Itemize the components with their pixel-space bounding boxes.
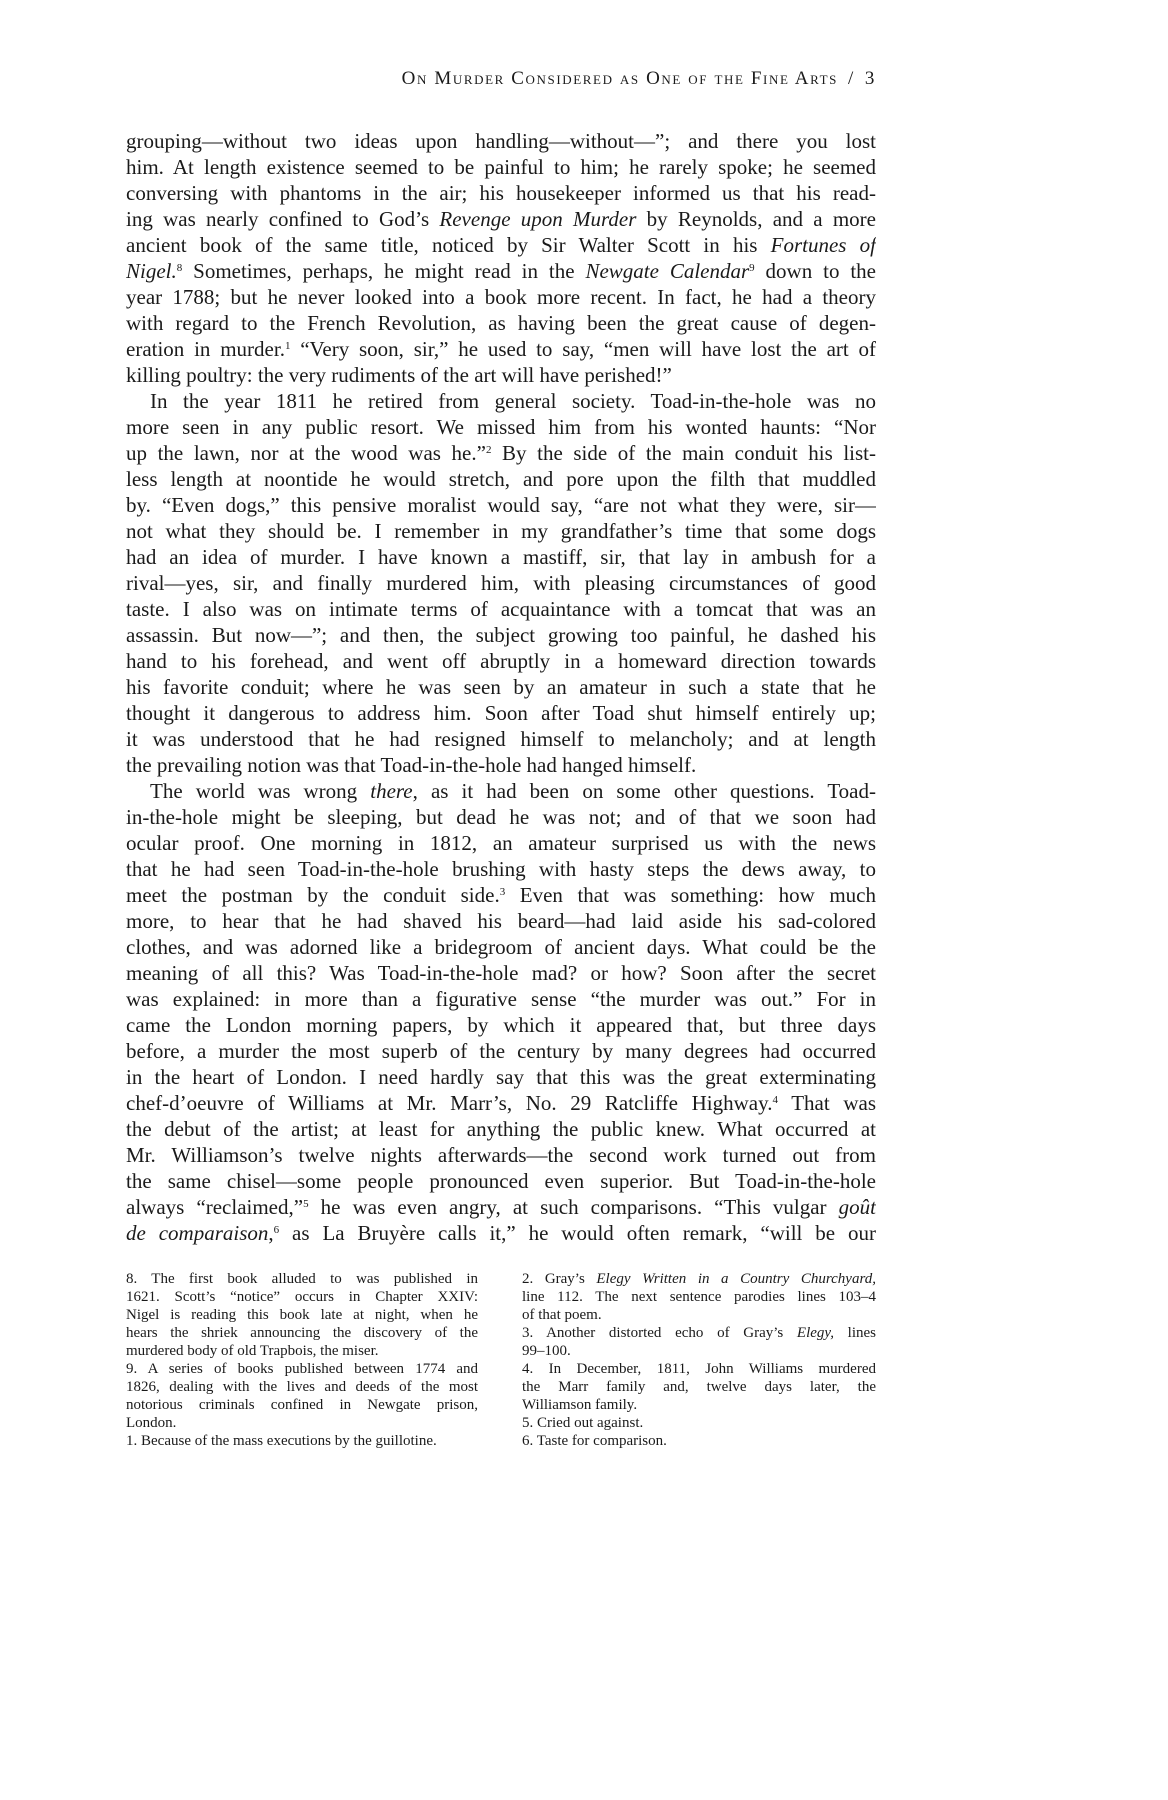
text-line (126, 596, 876, 622)
text-line (126, 284, 876, 310)
italic-text: de comparaison (126, 1221, 269, 1245)
text-run: came the London morning papers, by which it appeared that, but three days (126, 1013, 876, 1037)
footnote-line (522, 1360, 876, 1378)
text-line (126, 1142, 876, 1168)
text-line (126, 778, 876, 804)
text-run: the Marr family and, twelve days later, the (522, 1379, 876, 1395)
text-run: of that poem. (522, 1307, 602, 1323)
text-run: up the lawn, nor at the wood was he.” (126, 441, 486, 465)
text-run: that he had seen Toad-in-the-hole brushing with hasty steps the dews away, to (126, 857, 876, 881)
footnote-reference: 5 (303, 1198, 309, 1210)
text-run: ancient book of the same title, noticed by Sir Walter Scott in his (126, 233, 771, 257)
text-line (126, 648, 876, 674)
text-run: murdered body of old Trapbois, the miser. (126, 1343, 379, 1359)
text-line (126, 388, 876, 414)
footnote-reference: 2 (485, 444, 492, 456)
footnote-line (126, 1360, 478, 1378)
footnote-reference: 1 (284, 340, 291, 352)
text-run: he was even angry, at such comparisons. “This vulgar (308, 1195, 839, 1219)
text-run: Mr. Williamson’s twelve nights afterwards—the second work turned out from (126, 1143, 876, 1167)
italic-text: Elegy, (796, 1325, 834, 1341)
italic-text: Newgate Calendar (585, 259, 750, 283)
footnote-line (126, 1414, 478, 1432)
footnote-line (522, 1324, 876, 1342)
text-line (126, 752, 876, 778)
text-run: before, a murder the most superb of the century by many degrees had occurred (126, 1039, 876, 1063)
text-line (126, 882, 876, 908)
footnote-line (522, 1414, 876, 1432)
text-run: it was understood that he had resigned himself to melancholy; and at length (126, 727, 876, 751)
footnotes-left-column (126, 1270, 478, 1450)
text-run: the prevailing notion was that Toad-in-the-hole had hanged himself. (126, 753, 697, 777)
page-number: 3 (864, 68, 876, 89)
footnote-line (522, 1288, 876, 1306)
text-run: 9. A series of books published between 1774 and (126, 1361, 478, 1377)
footnote-line (126, 1396, 478, 1414)
footnote-line (522, 1378, 876, 1396)
text-run: hears the shriek announcing the discovery of the (126, 1325, 478, 1341)
text-run: in-the-hole might be sleeping, but dead he was not; and of that we soon had (126, 805, 876, 829)
footnote-line (522, 1432, 876, 1450)
text-line (126, 622, 876, 648)
text-line (126, 492, 876, 518)
footnote-reference: 6 (273, 1224, 280, 1236)
text-run: “Very soon, sir,” he used to say, “men will have lost the art of (290, 337, 876, 361)
text-line (126, 700, 876, 726)
text-run: 1. Because of the mass executions by the guillotine. (126, 1433, 437, 1449)
text-run: him. At length existence seemed to be painful to him; he rarely spoke; he seemed (126, 155, 876, 179)
text-run: more, to hear that he had shaved his beard—had laid aside his sad-colored (126, 909, 876, 933)
text-line (126, 1168, 876, 1194)
text-run: Nigel is reading this book late at night, when he (126, 1307, 478, 1323)
text-line (126, 336, 876, 362)
text-run: as La Bruyère calls it,” he would often remark, “will be our (279, 1221, 876, 1245)
text-line (126, 986, 876, 1012)
footnote-reference: 3 (499, 886, 506, 898)
text-line (126, 362, 876, 388)
italic-text: there (370, 779, 413, 803)
text-line (126, 518, 876, 544)
text-line (126, 1038, 876, 1064)
text-line (126, 674, 876, 700)
body-text (126, 128, 876, 1246)
text-line (126, 960, 876, 986)
text-line (126, 440, 876, 466)
text-run: with regard to the French Revolution, as having been the great cause of degen- (126, 311, 876, 335)
running-header (402, 68, 876, 90)
text-run: chef-d’oeuvre of Williams at Mr. Marr’s, No. 29 Ratcliffe Highway. (126, 1091, 773, 1115)
text-run: The world was wrong (150, 779, 371, 803)
text-line (126, 258, 876, 284)
text-line (126, 310, 876, 336)
text-line (126, 1220, 876, 1246)
text-run: 8. The first book alluded to was published in (126, 1271, 478, 1287)
text-run: 5. Cried out against. (522, 1415, 644, 1431)
text-line (126, 206, 876, 232)
text-line (126, 908, 876, 934)
italic-text: Revenge upon Murder (439, 207, 637, 231)
text-run: was explained: in more than a figurative sense “the murder was out.” For in (126, 987, 876, 1011)
text-run: rival—yes, sir, and finally murdered him, with pleasing circumstances of good (126, 571, 876, 595)
footnote-line (126, 1270, 478, 1288)
text-line (126, 180, 876, 206)
running-header-title: On Murder Considered as One of the Fine Arts (401, 68, 838, 89)
header-separator: / (848, 68, 855, 89)
italic-text: Nigel. (126, 259, 177, 283)
text-line (126, 830, 876, 856)
text-run: 1826, dealing with the lives and deeds of the most (126, 1379, 478, 1395)
text-run: by Reynolds, and a more (636, 207, 876, 231)
text-line (126, 1064, 876, 1090)
footnote-line (126, 1288, 478, 1306)
text-line (126, 1116, 876, 1142)
italic-text: Elegy Written in a Country Churchyard, (596, 1271, 876, 1287)
text-run: 6. Taste for comparison. (522, 1433, 667, 1449)
text-run: grouping—without two ideas upon handling—without—”; and there you lost (126, 129, 876, 153)
text-line (126, 1012, 876, 1038)
footnote-reference: 8 (176, 262, 183, 274)
text-run: In the year 1811 he retired from general society. Toad-in-the-hole was no (150, 389, 876, 413)
text-line (126, 570, 876, 596)
text-run: had an idea of murder. I have known a mastiff, sir, that lay in ambush for a (126, 545, 876, 569)
text-run: down to the (754, 259, 876, 283)
text-run: Williamson family. (522, 1397, 638, 1413)
footnote-line (126, 1378, 478, 1396)
footnote-line (522, 1396, 876, 1414)
text-run: more seen in any public resort. We missed him from his wonted haunts: “Nor (126, 415, 876, 439)
text-run: taste. I also was on intimate terms of acquaintance with a tomcat that was an (126, 597, 876, 621)
text-line (126, 128, 876, 154)
text-run: by. “Even dogs,” this pensive moralist would say, “are not what they were, sir— (126, 493, 876, 517)
text-run: 1621. Scott’s “notice” occurs in Chapter XXIV: (126, 1289, 478, 1305)
text-run: year 1788; but he never looked into a book more recent. In fact, he had a theory (126, 285, 876, 309)
italic-text: goût (838, 1195, 876, 1219)
footnote-line (126, 1306, 478, 1324)
text-line (126, 232, 876, 258)
text-run: hand to his forehead, and went off abruptly in a homeward direction towards (126, 649, 876, 673)
text-run: , (268, 1221, 274, 1245)
footnote-line (522, 1270, 876, 1288)
text-run: 2. Gray’s (522, 1271, 597, 1287)
text-line (126, 414, 876, 440)
footnote-line (126, 1324, 478, 1342)
text-run: 3. Another distorted echo of Gray’s (522, 1325, 797, 1341)
text-run: killing poultry: the very rudiments of the art will have perished!” (126, 363, 672, 387)
text-run: Sometimes, perhaps, he might read in the (182, 259, 586, 283)
text-run: the same chisel—some people pronounced even superior. But Toad-in-the-hole (126, 1169, 876, 1193)
footnotes-right-column (522, 1270, 876, 1450)
text-run: meaning of all this? Was Toad-in-the-hole mad? or how? Soon after the secret (126, 961, 876, 985)
text-run: ing was nearly confined to God’s (126, 207, 440, 231)
text-run: conversing with phantoms in the air; his housekeeper informed us that his read- (126, 181, 876, 205)
text-line (126, 856, 876, 882)
text-run: London. (126, 1415, 177, 1431)
footnote-reference: 4 (772, 1094, 778, 1106)
footnote-reference: 9 (749, 262, 755, 274)
text-line (126, 1194, 876, 1220)
text-run: , as it had been on some other questions. Toad- (412, 779, 876, 803)
text-run: That was (777, 1091, 876, 1115)
footnote-line (126, 1432, 478, 1450)
text-run: clothes, and was adorned like a bridegroom of ancient days. What could be the (126, 935, 876, 959)
text-run: notorious criminals confined in Newgate prison, (126, 1397, 478, 1413)
text-run: less length at noontide he would stretch, and pore upon the filth that muddled (126, 467, 876, 491)
text-run: thought it dangerous to address him. Soon after Toad shut himself entirely up; (126, 701, 876, 725)
text-run: line 112. The next sentence parodies lines 103–4 (522, 1289, 876, 1305)
text-run: assassin. But now—”; and then, the subject growing too painful, he dashed his (126, 623, 876, 647)
footnote-line (126, 1342, 478, 1360)
text-run: Even that was something: how much (505, 883, 876, 907)
text-line (126, 466, 876, 492)
text-line (126, 154, 876, 180)
text-run: always “reclaimed,” (126, 1195, 304, 1219)
text-run: not what they should be. I remember in my grandfather’s time that some dogs (126, 519, 876, 543)
text-line (126, 726, 876, 752)
text-run: the debut of the artist; at least for anything the public knew. What occurred at (126, 1117, 876, 1141)
text-line (126, 804, 876, 830)
italic-text: Fortunes of (770, 233, 876, 257)
text-run: eration in murder. (126, 337, 285, 361)
text-run: ocular proof. One morning in 1812, an amateur surprised us with the news (126, 831, 876, 855)
text-run: his favorite conduit; where he was seen by an amateur in such a state that he (126, 675, 876, 699)
text-run: 4. In December, 1811, John Williams murdered (522, 1361, 876, 1377)
text-line (126, 934, 876, 960)
text-run: lines (833, 1325, 876, 1341)
text-line (126, 544, 876, 570)
footnote-line (522, 1306, 876, 1324)
text-run: By the side of the main conduit his list- (491, 441, 876, 465)
footnote-line (522, 1342, 876, 1360)
text-run: in the heart of London. I need hardly say that this was the great exterminating (126, 1065, 876, 1089)
text-line (126, 1090, 876, 1116)
text-run: meet the postman by the conduit side. (126, 883, 500, 907)
text-run: 99–100. (522, 1343, 571, 1359)
